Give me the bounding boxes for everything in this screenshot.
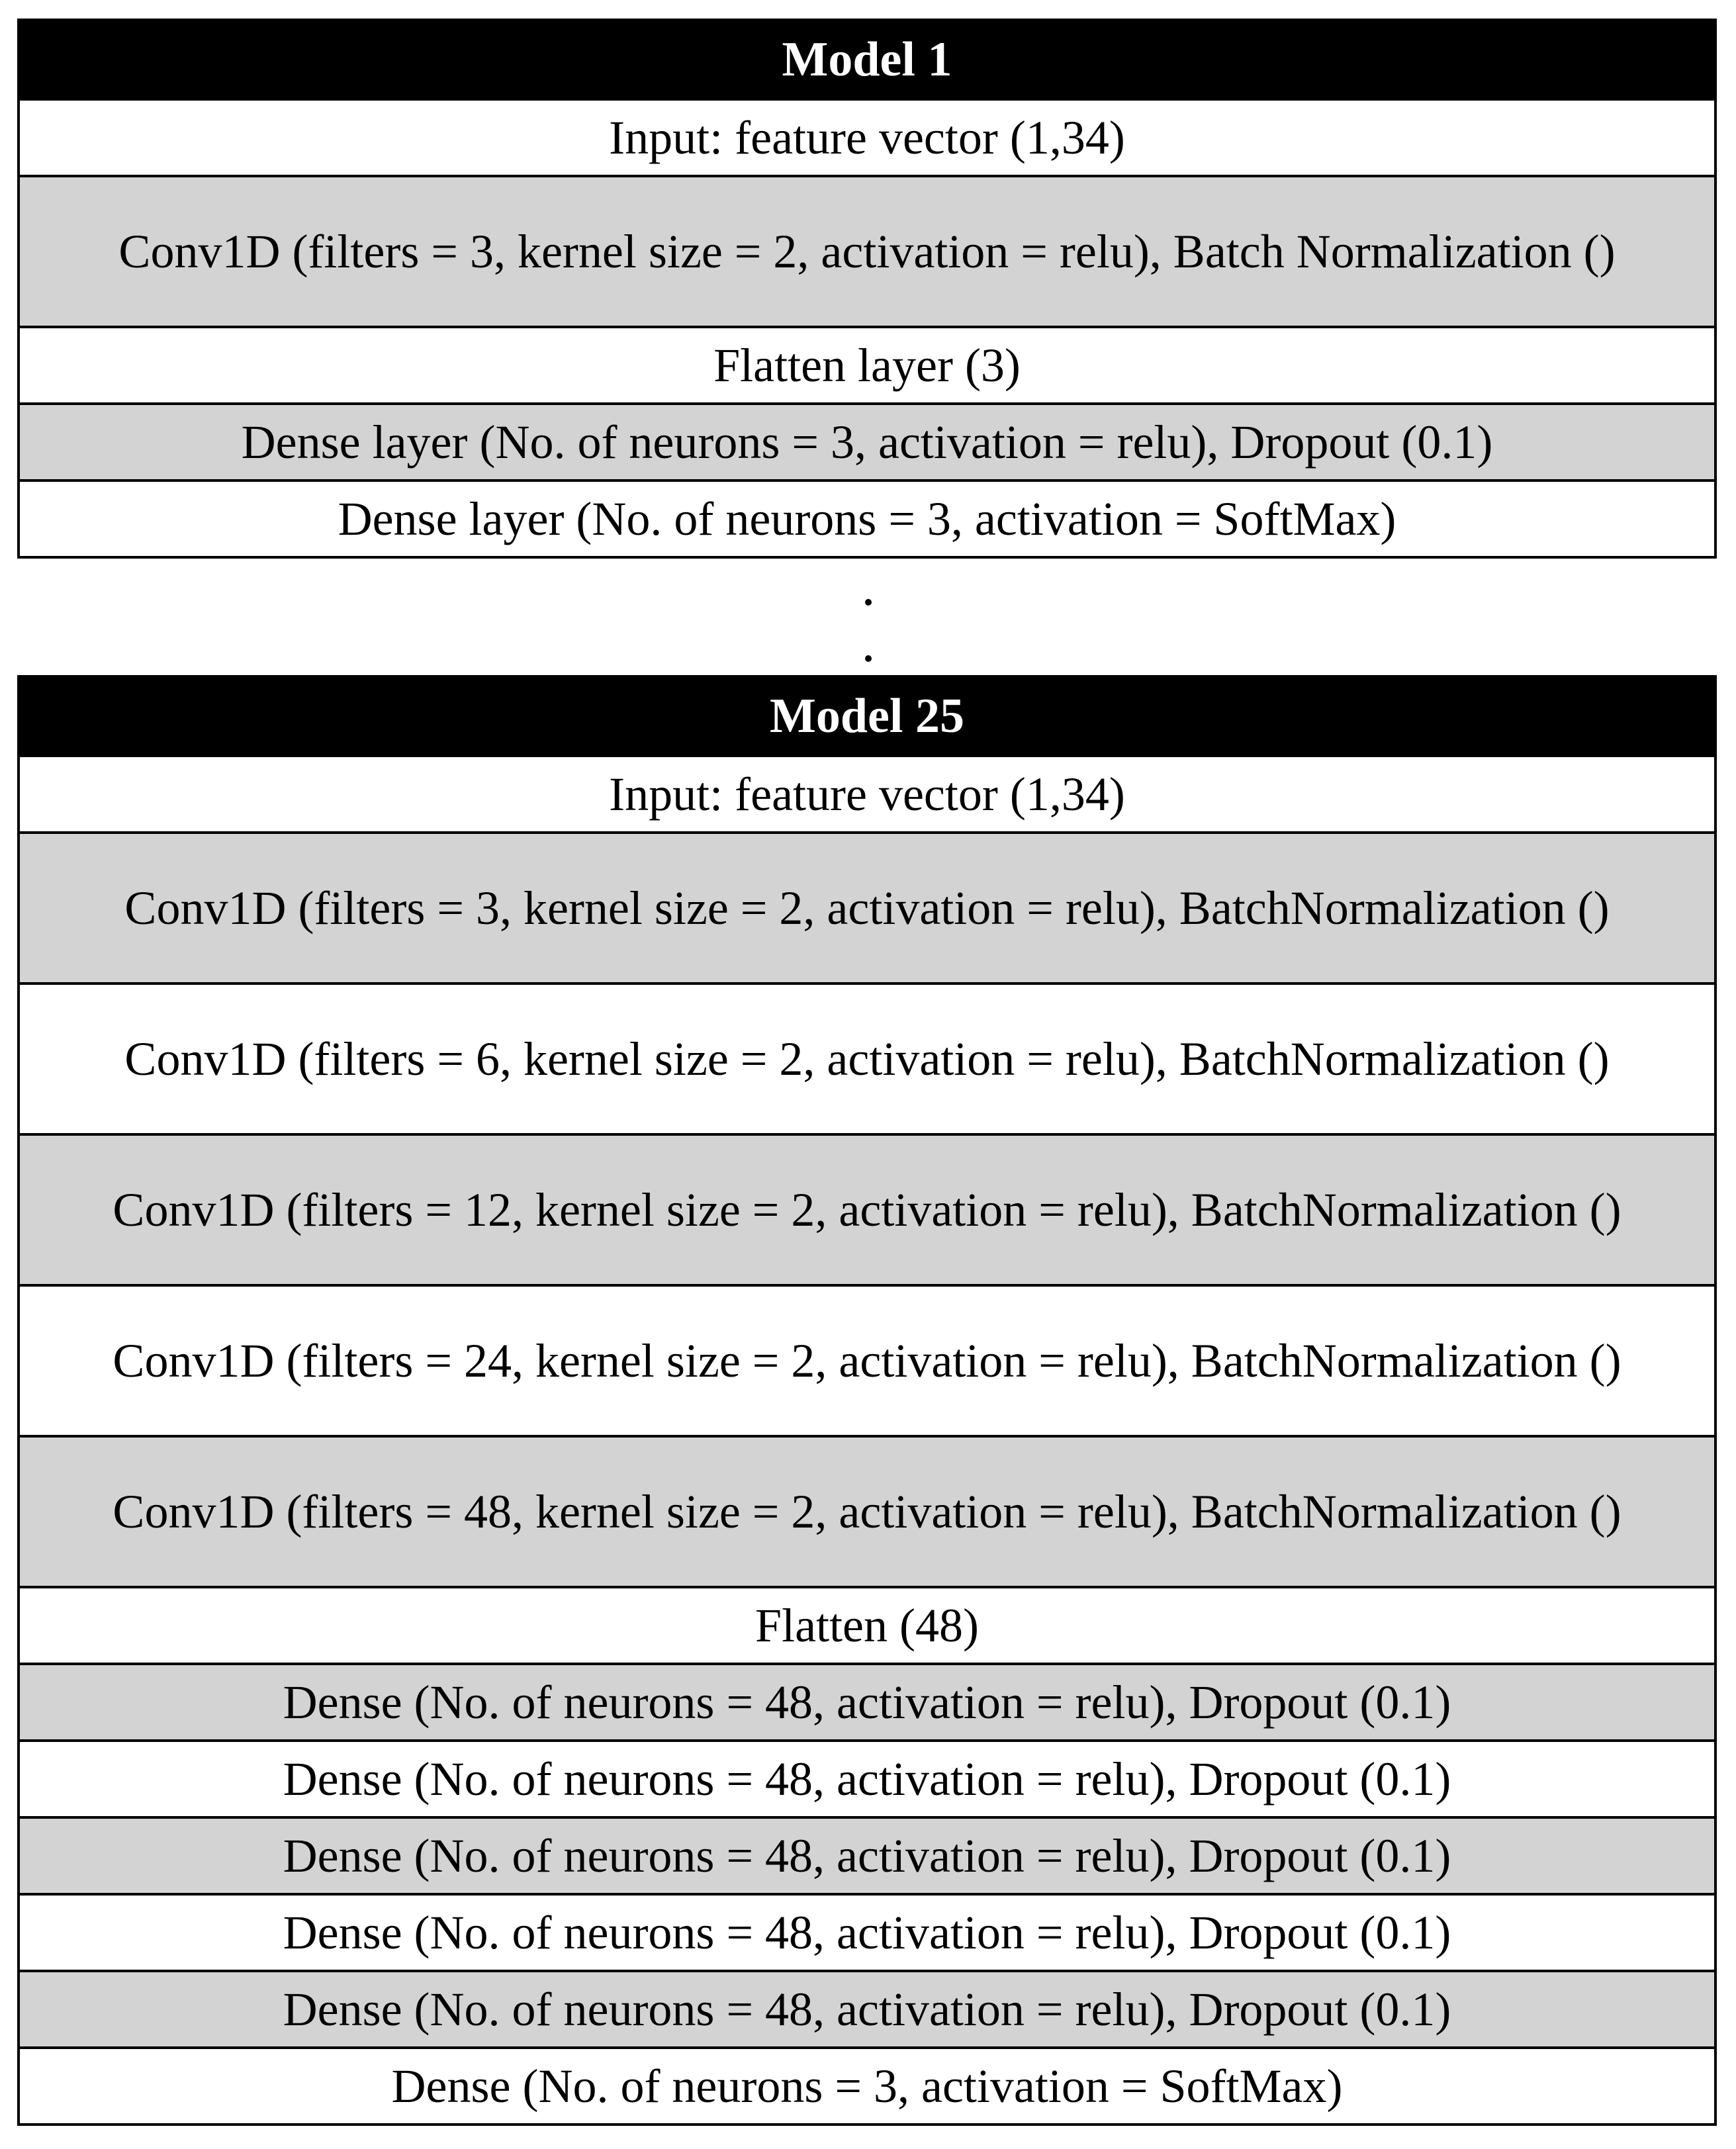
model-25-layer-conv1d-3 (20, 831, 1714, 982)
layer-label: Conv1D (filters = 3, kernel size = 2, activation = relu), BatchNormalization () (124, 882, 1610, 935)
model-25-layer-input (20, 754, 1714, 831)
layer-label: Flatten layer (3) (713, 339, 1021, 392)
layer-label: Dense layer (No. of neurons = 3, activation = relu), Dropout (0.1) (241, 416, 1493, 469)
model-25-layer-dense-5 (20, 1970, 1714, 2046)
model-1-table (17, 19, 1717, 559)
layer-label: Conv1D (filters = 48, kernel size = 2, activation = relu), BatchNormalization () (113, 1485, 1622, 1538)
model-25-layer-conv1d-48 (20, 1435, 1714, 1586)
model-1-layer-conv1d (20, 175, 1714, 326)
model-1-title: Model 1 (20, 21, 1714, 98)
layer-label: Dense (No. of neurons = 48, activation = relu), Dropout (0.1) (283, 1753, 1451, 1806)
model-25-layer-conv1d-24 (20, 1284, 1714, 1435)
layer-label: Conv1D (filters = 3, kernel size = 2, activation = relu), Batch Normalization () (118, 225, 1616, 278)
model-1-layer-input (20, 98, 1714, 175)
model-25-layer-dense-1 (20, 1663, 1714, 1739)
model-25-layer-dense-2 (20, 1739, 1714, 1816)
layer-label: Dense (No. of neurons = 48, activation = relu), Dropout (0.1) (283, 1829, 1451, 1882)
layer-label: Conv1D (filters = 12, kernel size = 2, activation = relu), BatchNormalization () (113, 1183, 1622, 1236)
model-1-layer-dense-softmax (20, 479, 1714, 556)
layer-label: Dense (No. of neurons = 3, activation = SoftMax) (391, 2060, 1343, 2113)
layer-label: Dense (No. of neurons = 48, activation = relu), Dropout (0.1) (283, 1983, 1451, 2036)
ellipsis-dot-1 (865, 599, 872, 606)
layer-label: Input: feature vector (1,34) (609, 111, 1125, 164)
layer-label: Flatten (48) (755, 1599, 979, 1652)
layer-label: Conv1D (filters = 24, kernel size = 2, activation = relu), BatchNormalization () (113, 1334, 1622, 1387)
layer-label: Dense (No. of neurons = 48, activation = relu), Dropout (0.1) (283, 1676, 1451, 1729)
layer-label: Dense (No. of neurons = 48, activation = relu), Dropout (0.1) (283, 1906, 1451, 1959)
model-25-layer-dense-softmax (20, 2046, 1714, 2123)
model-25-title: Model 25 (20, 678, 1714, 754)
model-25-layer-conv1d-6 (20, 982, 1714, 1133)
model-25-layer-conv1d-12 (20, 1133, 1714, 1284)
model-25-table (17, 675, 1717, 2126)
model-25-layer-dense-4 (20, 1893, 1714, 1970)
ellipsis-dot-2 (865, 655, 872, 662)
model-25-layer-flatten (20, 1586, 1714, 1663)
model-1-layer-dense-dropout (20, 402, 1714, 479)
layer-label: Conv1D (filters = 6, kernel size = 2, activation = relu), BatchNormalization () (124, 1032, 1610, 1085)
model-1-layer-flatten (20, 326, 1714, 402)
layer-label: Input: feature vector (1,34) (609, 768, 1125, 821)
model-25-layer-dense-3 (20, 1816, 1714, 1893)
layer-label: Dense layer (No. of neurons = 3, activation = SoftMax) (338, 492, 1396, 545)
